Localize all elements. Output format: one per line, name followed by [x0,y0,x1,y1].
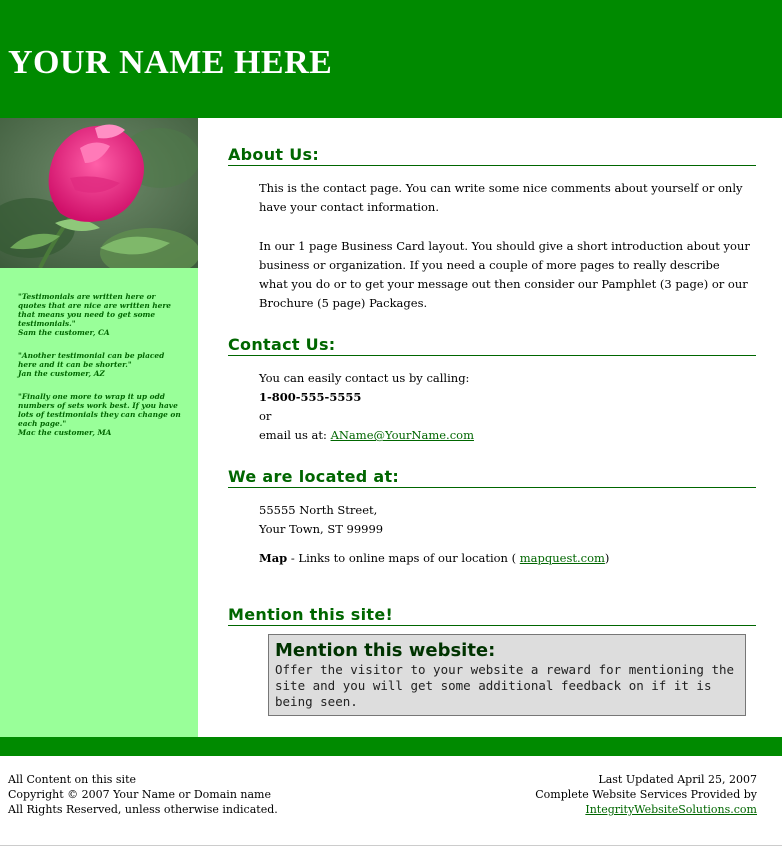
phone-number: 1-800-555-5555 [259,390,362,404]
testimonial-author: Sam the customer, CA [18,328,110,337]
contact-block [259,369,751,445]
last-updated: Last Updated April 25, 2007 [598,773,757,786]
mention-heading: Mention this site! [228,605,756,626]
email-line [259,426,751,445]
map-text: - Links to online maps of our location ( [287,551,520,565]
email-link[interactable]: AName@YourName.com [330,428,474,442]
rose-photo [0,118,198,268]
contact-intro: You can easily contact us by calling: [259,371,470,385]
footer-line: All Rights Reserved, unless otherwise indicated. [8,803,278,816]
footer-credits [535,772,757,817]
testimonial [18,392,182,437]
site-header [0,0,782,118]
testimonial-author: Mac the customer, MA [18,428,112,437]
about-heading: About Us: [228,145,756,166]
about-paragraph-2: In our 1 page Business Card layout. You should give a short introduction about your business or organization. If you need a couple of more pages to really describe what you do or to get your message out then consider our Pamphlet (3 page) or our Brochure (5 page) Packages. [259,239,750,310]
about-paragraph-1: This is the contact page. You can write some nice comments about yourself or only have your contact information. [259,181,743,214]
integrity-link[interactable]: IntegrityWebsiteSolutions.com [585,803,757,816]
map-line [259,549,751,568]
address-block [259,501,751,568]
map-label: Map [259,551,288,565]
sidebar [0,118,198,737]
map-close: ) [604,551,610,565]
street-address: 55555 North Street, [259,503,378,517]
footer-copyright [8,772,278,817]
testimonial-author: Jan the customer, AZ [18,369,105,378]
testimonials [18,292,182,451]
testimonial [18,292,182,337]
mention-box [268,634,746,716]
location-heading: We are located at: [228,467,756,488]
footer-bar [0,737,782,756]
mention-box-text: Offer the visitor to your website a reward for mentioning the site and you will get some additional feedback on if it is being seen. [275,662,735,709]
testimonial-quote: "Finally one more to wrap it up odd numbers of sets work best. If you have lots of testimonials they can change on each page." [18,392,181,428]
contact-heading: Contact Us: [228,335,756,356]
contact-or: or [259,409,272,423]
city-address: Your Town, ST 99999 [259,522,384,536]
email-prefix: email us at: [259,428,331,442]
mention-box-title: Mention this website: [275,640,496,661]
site-title: YOUR NAME HERE [8,44,333,81]
footer-line: All Content on this site [8,773,136,786]
testimonial [18,351,182,378]
mapquest-link[interactable]: mapquest.com [519,551,605,565]
testimonial-quote: "Another testimonial can be placed here and it can be shorter." [18,351,165,369]
testimonial-quote: "Testimonials are written here or quotes that are nice are written here that means you need to get some testimonials." [18,292,171,328]
bottom-divider [0,845,782,846]
services-text: Complete Website Services Provided by [535,788,757,801]
footer-line: Copyright © 2007 Your Name or Domain name [8,788,271,801]
